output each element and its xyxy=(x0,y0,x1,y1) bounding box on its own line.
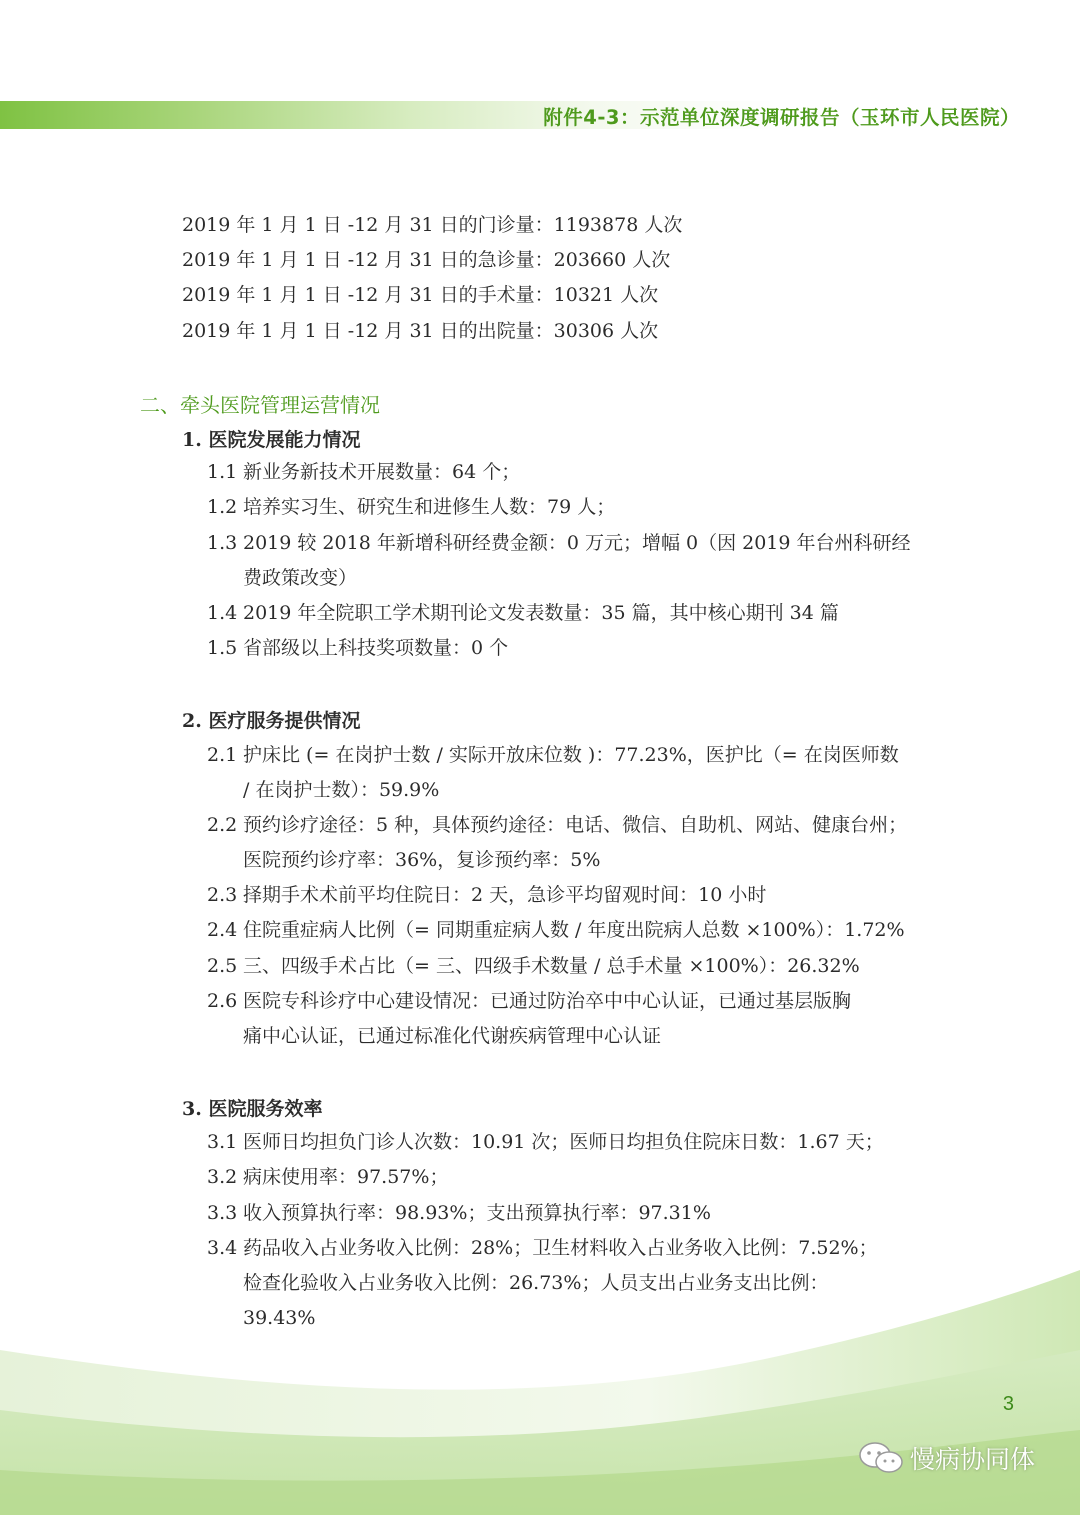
item-text: 病床使用率：97.57%； xyxy=(243,1166,449,1188)
item-number: 2.1 xyxy=(207,744,238,766)
item-number: 2.5 xyxy=(207,955,238,977)
list-item xyxy=(207,1129,884,1155)
item-text: 择期手术术前平均住院日：2 天，急诊平均留观时间：10 小时 xyxy=(243,884,767,906)
stat-line: 2019 年 1 月 1 日 -12 月 31 日的手术量：10321 人次 xyxy=(182,284,659,306)
item-text: 2019 较 2018 年新增科研经费金额：0 万元；增幅 0（因 2019 年台州科研经 xyxy=(243,532,911,554)
subsection-heading: 3. 医院服务效率 xyxy=(182,1098,323,1120)
stat-line: 2019 年 1 月 1 日 -12 月 31 日的出院量：30306 人次 xyxy=(182,320,659,342)
item-number: 1.3 xyxy=(207,532,238,554)
item-text: 三、四级手术占比（= 三、四级手术数量 / 总手术量 ×100%）：26.32% xyxy=(243,955,860,977)
subsection-heading: 2. 医疗服务提供情况 xyxy=(182,710,361,732)
item-number: 2.3 xyxy=(207,884,238,906)
page-number: 3 xyxy=(1002,1393,1014,1415)
list-item xyxy=(207,953,860,979)
list-item xyxy=(207,988,851,1014)
list-item xyxy=(207,494,615,520)
item-continuation: 检查化验收入占业务收入比例：26.73%；人员支出占业务支出比例： xyxy=(243,1272,829,1294)
watermark xyxy=(858,1440,1035,1476)
stat-line: 2019 年 1 月 1 日 -12 月 31 日的急诊量：203660 人次 xyxy=(182,249,671,271)
item-number: 1.5 xyxy=(207,637,238,659)
item-number: 1.4 xyxy=(207,602,238,624)
list-item xyxy=(207,530,911,556)
item-number: 2.2 xyxy=(207,814,238,836)
item-number: 3.2 xyxy=(207,1166,238,1188)
page-header-title: 附件4-3：示范单位深度调研报告（玉环市人民医院） xyxy=(543,106,1020,129)
item-text: 医院专科诊疗中心建设情况：已通过防治卒中中心认证，已通过基层版胸 xyxy=(243,990,852,1012)
item-number: 2.6 xyxy=(207,990,238,1012)
section-heading: 二、牵头医院管理运营情况 xyxy=(140,393,380,417)
list-item xyxy=(207,459,520,485)
item-text: 医师日均担负门诊人次数：10.91 次；医师日均担负住院床日数：1.67 天； xyxy=(243,1131,884,1153)
wechat-icon xyxy=(858,1440,904,1476)
list-item xyxy=(207,1164,448,1190)
item-text: 收入预算执行率：98.93%；支出预算执行率：97.31% xyxy=(243,1202,711,1224)
list-item xyxy=(207,812,907,838)
stat-line: 2019 年 1 月 1 日 -12 月 31 日的门诊量：1193878 人次 xyxy=(182,214,683,236)
subsection-heading: 1. 医院发展能力情况 xyxy=(182,429,361,451)
item-number: 1.2 xyxy=(207,496,238,518)
item-number: 3.3 xyxy=(207,1202,238,1224)
item-text: 新业务新技术开展数量：64 个； xyxy=(243,461,521,483)
item-text: 预约诊疗途径：5 种，具体预约途径：电话、微信、自助机、网站、健康台州； xyxy=(243,814,908,836)
watermark-text: 慢病协同体 xyxy=(910,1445,1036,1474)
item-text: 药品收入占业务收入比例：28%；卫生材料收入占业务收入比例：7.52%； xyxy=(243,1237,878,1259)
item-number: 2.4 xyxy=(207,919,238,941)
item-number: 3.1 xyxy=(207,1131,238,1153)
list-item xyxy=(207,742,899,768)
item-continuation: 医院预约诊疗率：36%，复诊预约率：5% xyxy=(243,849,601,871)
item-number: 3.4 xyxy=(207,1237,238,1259)
list-item xyxy=(207,882,766,908)
item-number: 1.1 xyxy=(207,461,238,483)
item-text: 护床比 (= 在岗护士数 / 实际开放床位数 )：77.23%，医护比（= 在岗医师数 xyxy=(243,744,899,766)
item-text: 培养实习生、研究生和进修生人数：79 人； xyxy=(243,496,616,518)
list-item xyxy=(207,600,839,626)
item-continuation: 39.43% xyxy=(243,1307,316,1329)
item-text: 省部级以上科技奖项数量：0 个 xyxy=(243,637,509,659)
item-text: 2019 年全院职工学术期刊论文发表数量：35 篇，其中核心期刊 34 篇 xyxy=(243,602,839,624)
item-continuation: 费政策改变） xyxy=(243,567,358,589)
item-continuation: 痛中心认证，已通过标准化代谢疾病管理中心认证 xyxy=(243,1025,662,1047)
item-continuation: / 在岗护士数）：59.9% xyxy=(243,779,440,801)
list-item xyxy=(207,635,508,661)
item-text: 住院重症病人比例（= 同期重症病人数 / 年度出院病人总数 ×100%）：1.72% xyxy=(243,919,905,941)
list-item xyxy=(207,917,905,943)
list-item xyxy=(207,1200,711,1226)
